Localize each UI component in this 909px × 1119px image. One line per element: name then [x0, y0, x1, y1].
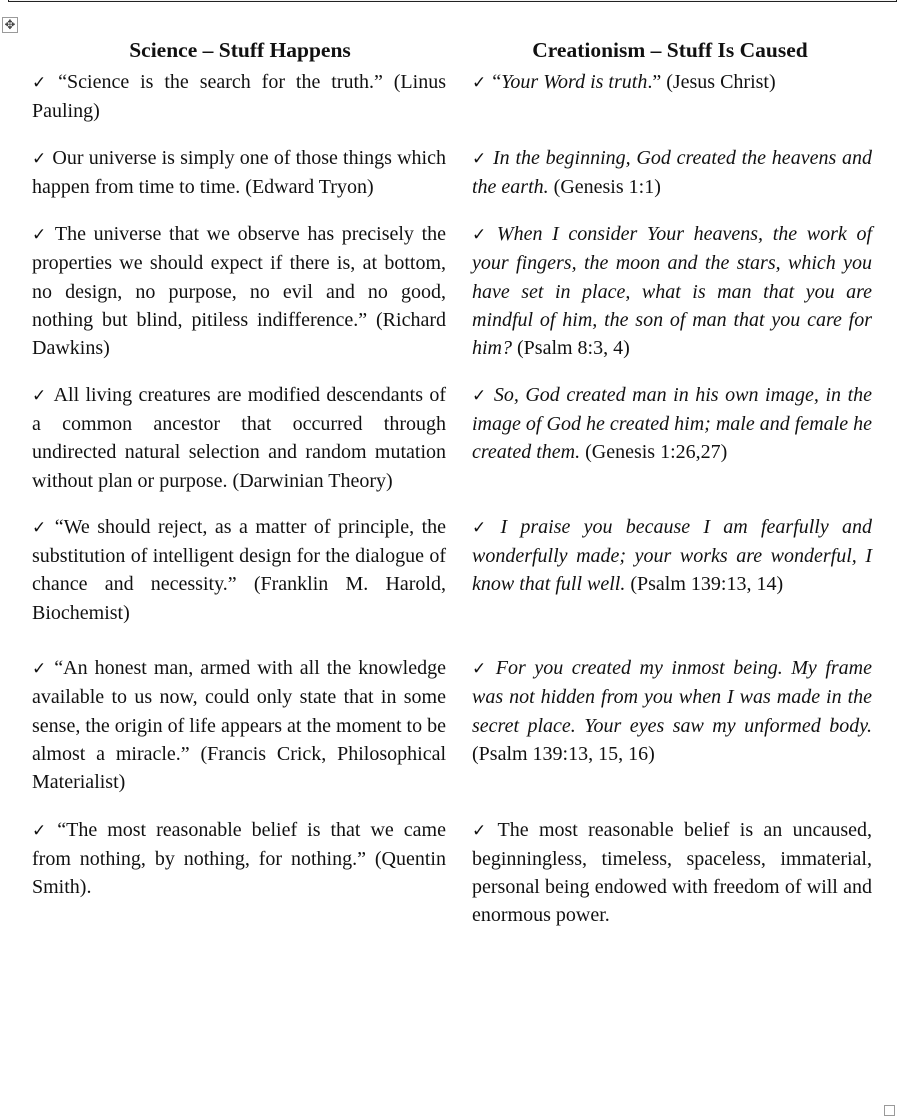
- check-icon: ✓: [32, 659, 49, 680]
- quote-text: All living creatures are modified descendants of a common ancestor that occurred through undirected natural selection and random mutation without plan or purpose.: [32, 383, 446, 492]
- check-icon: ✓: [472, 820, 492, 841]
- check-icon: ✓: [472, 385, 488, 406]
- quote-source: (Quentin Smith).: [32, 847, 446, 899]
- science-cell: [24, 220, 456, 380]
- quote-source: (Psalm 8:3, 4): [512, 337, 630, 360]
- quote-source: (Francis Crick, Philosophical Materialist): [32, 742, 447, 794]
- check-icon: ✓: [32, 73, 53, 93]
- quote-source: (Linus Pauling): [32, 71, 446, 123]
- check-icon: ✓: [32, 385, 48, 406]
- science-column-header: Science – Stuff Happens: [129, 38, 351, 62]
- quote-text: Our universe is simply one of those things which happen from time to time.: [32, 146, 446, 198]
- check-icon: ✓: [32, 225, 49, 246]
- table-row: [24, 816, 884, 930]
- quote-text: The most reasonable belief is an uncaused, beginningless, timeless, spaceless, immaterial, personal being endowed with freedom of will and enormous power.: [472, 818, 872, 927]
- creationism-cell: [456, 220, 884, 380]
- quote-text: For you created my inmost being. My frame was not hidden from you when I was made in the secret place. Your eyes saw my unformed body.: [472, 657, 872, 737]
- quote-text: When I consider Your heavens, the work of your fingers, the moon and the stars, which you have set in place, what is man that you are mindful of him, the son of man that you care for him?: [472, 223, 872, 360]
- creationism-cell: [456, 816, 884, 930]
- science-cell: [24, 144, 456, 221]
- quote-source: (Richard Dawkins): [32, 309, 446, 360]
- quote-text: In the beginning, God created the heavens and the earth.: [472, 146, 872, 198]
- table-row: [24, 144, 884, 221]
- quote-text: Your Word is truth: [501, 71, 648, 93]
- quote-text: “Science is the search for the truth.”: [58, 71, 383, 93]
- creationism-cell: [456, 68, 884, 144]
- science-cell: [24, 68, 456, 144]
- header-row: [24, 36, 884, 68]
- previous-page-frame: [8, 0, 897, 2]
- quote-text: “An honest man, armed with all the knowledge available to us now, could only state that in some sense, the origin of life appears at the moment to be almost a miracle.”: [32, 657, 446, 765]
- table-row: [24, 654, 884, 815]
- quote-close-mark: .”: [647, 71, 662, 93]
- quote-source: (Darwinian Theory): [227, 469, 393, 492]
- science-cell: [24, 513, 456, 654]
- table-move-handle-icon[interactable]: ✥: [2, 17, 18, 33]
- quote-source: (Jesus Christ): [661, 71, 776, 93]
- check-icon: ✓: [472, 225, 491, 246]
- quote-text: “We should reject, as a matter of principle, the substitution of intelligent design for the dialogue of chance and necessity.”: [32, 515, 446, 596]
- quote-text: “The most reasonable belief is that we came from nothing, by nothing, for nothing.”: [32, 818, 446, 870]
- creationism-cell: [456, 513, 884, 654]
- quote-text: I praise you because I am fearfully and wonderfully made; your works are wonderful, I know that full well.: [472, 515, 872, 596]
- creationism-cell: [456, 381, 884, 513]
- table-row: [24, 513, 884, 654]
- quote-source: (Franklin M. Harold, Biochemist): [32, 573, 446, 624]
- check-icon: ✓: [472, 659, 490, 680]
- check-icon: ✓: [32, 517, 49, 538]
- table-resize-handle[interactable]: [884, 1105, 895, 1116]
- science-cell: [24, 654, 456, 815]
- creationism-cell: [456, 654, 884, 815]
- comparison-table: [24, 36, 884, 930]
- quote-text: So, God created man in his own image, in the image of God he created him; male and female he created them.: [472, 383, 873, 464]
- quote-source: (Psalm 139:13, 14): [625, 573, 784, 596]
- table-row: [24, 381, 884, 513]
- science-cell: [24, 381, 456, 513]
- quote-source: (Psalm 139:13, 15, 16): [472, 742, 655, 765]
- check-icon: ✓: [472, 148, 488, 169]
- check-icon: ✓: [32, 148, 47, 169]
- creationism-cell: [456, 144, 884, 221]
- quote-source: (Genesis 1:26,27): [580, 441, 728, 464]
- quote-source: (Genesis 1:1): [548, 175, 661, 198]
- table-row: [24, 68, 884, 144]
- table-row: [24, 220, 884, 380]
- quote-source: (Edward Tryon): [240, 175, 374, 198]
- check-icon: ✓: [472, 517, 495, 538]
- quote-open-mark: “: [492, 71, 502, 93]
- science-cell: [24, 816, 456, 930]
- check-icon: ✓: [472, 73, 487, 93]
- check-icon: ✓: [32, 820, 52, 841]
- quote-text: The universe that we observe has precisely the properties we should expect if there is, at bottom, no design, no purpose, no evil and no good, nothing but blind, pitiless indifference.”: [32, 223, 446, 332]
- creationism-column-header: Creationism – Stuff Is Caused: [532, 38, 808, 62]
